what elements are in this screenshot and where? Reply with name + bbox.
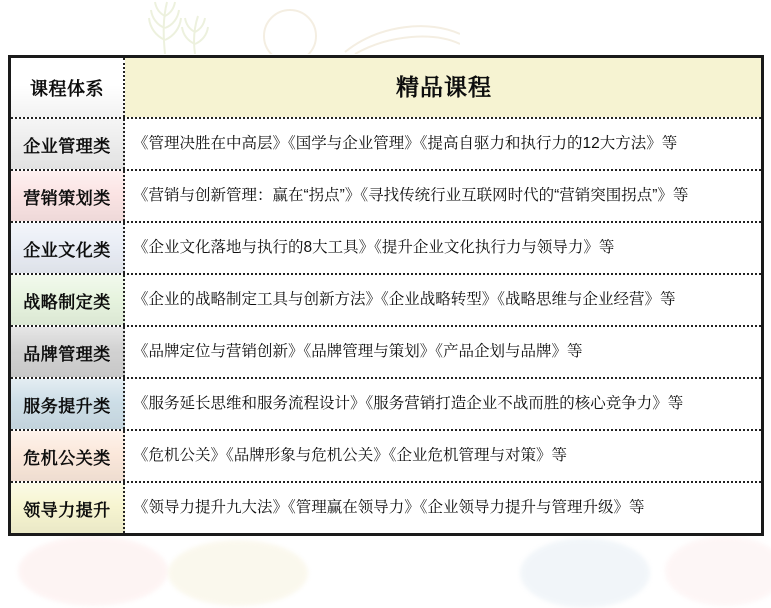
table-row — [11, 169, 761, 221]
course-table — [8, 55, 764, 536]
category-cell: 危机公关类 — [11, 431, 125, 481]
courses-cell: 《企业的战略制定工具与创新方法》《企业战略转型》《战略思维与企业经营》等 — [133, 291, 676, 309]
category-cell: 战略制定类 — [11, 275, 125, 325]
table-row — [11, 377, 761, 429]
background-blob — [18, 536, 168, 606]
courses-cell: 《危机公关》《品牌形象与危机公关》《企业危机管理与对策》等 — [133, 447, 568, 465]
courses-cell: 《企业文化落地与执行的8大工具》《提升企业文化执行力与领导力》等 — [133, 239, 615, 257]
courses-cell: 《品牌定位与营销创新》《品牌管理与策划》《产品企划与品牌》等 — [133, 343, 583, 361]
table-row — [11, 325, 761, 377]
category-cell: 品牌管理类 — [11, 327, 125, 377]
category-cell: 企业管理类 — [11, 119, 125, 169]
courses-cell: 《营销与创新管理：赢在“拐点”》《寻找传统行业互联网时代的“营销突围拐点”》等 — [133, 187, 689, 205]
table-row — [11, 221, 761, 273]
background-blob — [520, 538, 650, 608]
background-blob — [665, 536, 771, 606]
table-row — [11, 481, 761, 533]
category-cell: 营销策划类 — [11, 171, 125, 221]
table-row — [11, 117, 761, 169]
background-blob — [168, 540, 308, 606]
courses-cell: 《服务延长思维和服务流程设计》《服务营销打造企业不战而胜的核心竞争力》等 — [133, 395, 684, 413]
header-course-system: 课程体系 — [11, 58, 125, 117]
courses-cell: 《领导力提升九大法》《管理赢在领导力》《企业领导力提升与管理升级》等 — [133, 499, 645, 517]
table-row — [11, 273, 761, 325]
header-premium-courses: 精品课程 — [125, 58, 761, 117]
table-header-row — [11, 58, 761, 117]
courses-cell: 《管理决胜在中高层》《国学与企业管理》《提高自驱力和执行力的12大方法》等 — [133, 135, 678, 153]
table-row — [11, 429, 761, 481]
category-cell: 企业文化类 — [11, 223, 125, 273]
category-cell: 领导力提升 — [11, 483, 125, 533]
wheat-decoration — [120, 0, 460, 54]
category-cell: 服务提升类 — [11, 379, 125, 429]
